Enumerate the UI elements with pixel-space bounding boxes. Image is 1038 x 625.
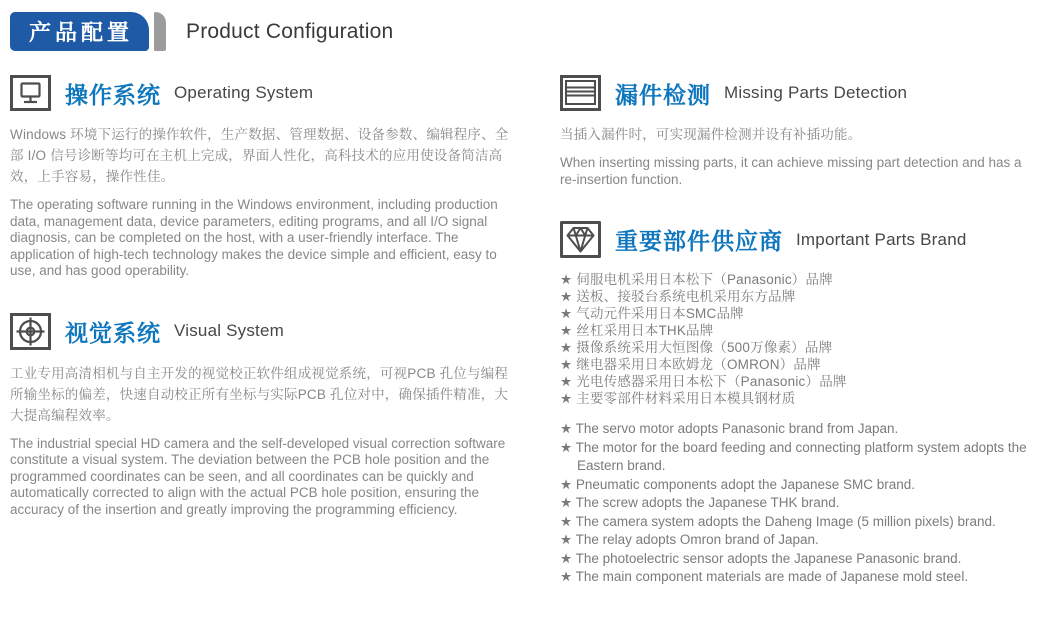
paragraph-en: The industrial special HD camera and the self-developed visual correction software constitute a visual system. The deviation between the PCB hole position and the programmed coordinates can be seen, and all coordinates can be quickly and automatically corrected to align with the actual PCB hole position, ensuring the accuracy of the insertion and greatly improving the programming efficiency. [10,435,506,517]
section-title-en: Visual System [174,321,284,340]
section-title-zh: 操作系统 [65,81,161,108]
left-column [10,75,518,587]
paragraph-en: The operating software running in the Windows environment, including production data, management data, device parameters, editing programs, and all I/O signal diagnosis, can be completed on the host, with a user-friendly interface. The application of high-tech technology makes the device simple and efficient, easy to use, and has good operability. [10,197,498,278]
list-item: ★ 丝杠采用日本THK品牌 [560,323,714,338]
list-item: ★ The camera system adopts the Daheng Image (5 million pixels) brand. [560,513,996,529]
badge-swoosh-decoration [154,12,166,51]
list-item: ★ The photoelectric sensor adopts the Japanese Panasonic brand. [560,550,962,566]
section-header [10,313,518,350]
badge-label: 产品配置 [10,12,149,51]
list-item: ★ The motor for the board feeding and connecting platform system adopts the Eastern brand. [560,439,1027,473]
list-item: ★ The relay adopts Omron brand of Japan. [560,532,819,547]
section-header [10,75,518,111]
section-title-en: Operating System [174,83,314,102]
crosshair-icon [10,313,51,350]
brand-list-zh [560,271,1038,407]
section-badge [10,12,166,51]
content-columns [0,75,1038,587]
section-title-zh: 重要部件供应商 [615,228,783,254]
page-header [0,0,1038,51]
list-item: ★ 气动元件采用日本SMC品牌 [560,306,744,321]
list-item: ★ 继电器采用日本欧姆龙（OMRON）品牌 [560,357,821,372]
list-item: ★ 主要零部件材料采用日本模具钢材质 [560,391,796,406]
section-title-en: Important Parts Brand [796,229,967,249]
section-title-zh: 视觉系统 [65,319,161,346]
gem-icon [560,221,601,258]
monitor-icon [10,75,51,111]
brand-list-en [560,420,1038,587]
page-title: Product Configuration [186,19,394,43]
paragraph-en: When inserting missing parts, it can achieve missing part detection and has a re-insertion function. [560,155,1022,187]
list-item: ★ The main component materials are made of Japanese mold steel. [560,569,969,584]
section-title-zh: 漏件检测 [615,81,711,108]
paragraph-zh: 当插入漏件时，可实现漏件检测并设有补插功能。 [560,127,862,142]
section-header [560,75,1038,111]
right-column [560,75,1038,587]
paragraph-zh: 工业专用高清相机与自主开发的视觉校正软件组成视觉系统，可视PCB 孔位与编程所输坐标的偏差，快速自动校正所有坐标与实际PCB 孔位对中，确保插件精准，大大提高编程效率。 [10,365,509,423]
list-item: ★ Pneumatic components adopt the Japanese SMC brand. [560,476,916,492]
list-item: ★ 伺服电机采用日本松下（Panasonic）品牌 [560,272,833,287]
paragraph-zh: Windows 环境下运行的操作软件，生产数据、管理数据、设备参数、编辑程序、全部 I/O 信号诊断等均可在主机上完成，界面人性化，高科技术的应用使设备简洁高效，上手容易，操作性佳。 [10,127,509,184]
list-item: ★ 送板、接驳台系统电机采用东方品牌 [560,289,796,304]
list-item: ★ 光电传感器采用日本松下（Panasonic）品牌 [560,374,847,389]
list-item: ★ 摄像系统采用大恒图像（500万像素）品牌 [560,340,833,355]
section-missing-parts [560,75,1038,188]
section-title-en: Missing Parts Detection [724,83,908,102]
section-operating-system [10,75,518,280]
list-item: ★ The screw adopts the Japanese THK brand. [560,495,840,510]
section-important-parts-brand [560,221,1038,587]
list-item: ★ The servo motor adopts Panasonic brand from Japan. [560,421,899,436]
stacked-boards-icon [560,75,601,111]
section-header [560,221,1038,258]
section-visual-system [10,313,518,519]
